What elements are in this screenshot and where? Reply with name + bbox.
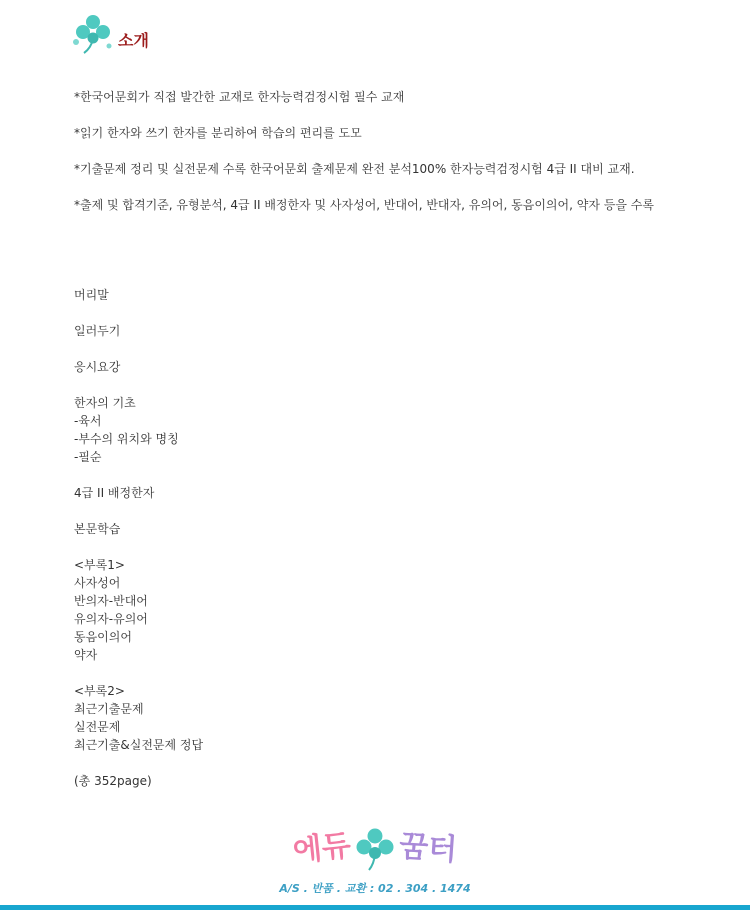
toc-group-appendix2 xyxy=(74,682,734,754)
intro-list xyxy=(74,88,734,214)
toc-group xyxy=(74,520,734,538)
section-header xyxy=(70,12,149,56)
toc-group-basics xyxy=(74,394,734,466)
logo-text-left: 에듀 xyxy=(291,828,353,869)
toc-item: 응시요강 xyxy=(74,360,121,374)
clover-icon xyxy=(70,12,116,56)
toc-group xyxy=(74,772,734,790)
contact-phone: A/S . 반품 . 교환 : 02 . 304 . 1474 xyxy=(279,882,471,895)
toc-subitem: 최근기출문제 xyxy=(74,702,144,716)
toc-item: <부록1> xyxy=(74,558,125,572)
clover-icon xyxy=(353,826,397,872)
toc-subitem: 약자 xyxy=(74,648,98,662)
toc-group xyxy=(74,322,734,340)
intro-line: *한국어문회가 직접 발간한 교재로 한자능력검정시험 필수 교재 xyxy=(74,90,405,104)
intro-line: *기출문제 정리 및 실전문제 수록 한국어문회 출제문제 완전 분석100% 한자능력검정시험 4급 II 대비 교재. xyxy=(74,162,635,176)
toc-subitem: 사자성어 xyxy=(74,576,121,590)
toc-subitem: -부수의 위치와 명칭 xyxy=(74,432,179,446)
toc-group xyxy=(74,484,734,502)
toc-subitem: 반의자-반대어 xyxy=(74,594,148,608)
toc-item: 본문학습 xyxy=(74,522,121,536)
toc-subitem: 동음이의어 xyxy=(74,630,132,644)
intro-line: *읽기 한자와 쓰기 한자를 분리하여 학습의 편리를 도모 xyxy=(74,126,362,140)
toc-item: 일러두기 xyxy=(74,324,121,338)
toc-subitem: 유의자-유의어 xyxy=(74,612,148,626)
brand-logo xyxy=(0,824,750,874)
page-count: (총 352page) xyxy=(74,774,152,788)
table-of-contents xyxy=(74,286,734,790)
toc-item: 머리말 xyxy=(74,288,109,302)
intro-line: *출제 및 합격기준, 유형분석, 4급 II 배정한자 및 사자성어, 반대어, 반대자, 유의어, 동음이의어, 약자 등을 수록 xyxy=(74,198,654,212)
toc-group xyxy=(74,358,734,376)
logo-text-right: 꿈터 xyxy=(397,829,459,868)
toc-subitem: 실전문제 xyxy=(74,720,121,734)
toc-subitem: -육서 xyxy=(74,414,102,428)
product-description xyxy=(74,88,734,808)
toc-item: 4급 II 배정한자 xyxy=(74,486,155,500)
toc-item: 한자의 기초 xyxy=(74,396,136,410)
toc-item: <부록2> xyxy=(74,684,125,698)
section-title: 소개 xyxy=(118,30,149,50)
toc-group-appendix1 xyxy=(74,556,734,664)
bottom-divider xyxy=(0,905,750,910)
toc-group xyxy=(74,286,734,304)
toc-subitem: -필순 xyxy=(74,450,102,464)
toc-subitem: 최근기출&실전문제 정답 xyxy=(74,738,204,752)
